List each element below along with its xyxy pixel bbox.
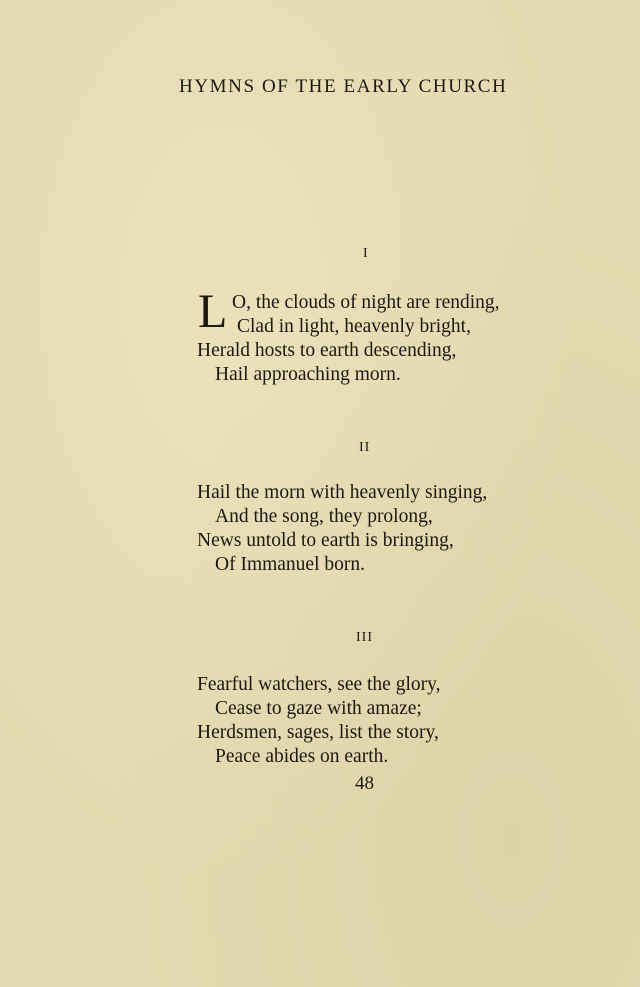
- stanza-1-rest: [197, 339, 456, 387]
- stanza-number-3: III: [356, 630, 373, 645]
- stanza-number-1: I: [363, 246, 369, 261]
- verse-line: Clad in light, heavenly bright,: [237, 316, 471, 337]
- drop-cap: L: [198, 285, 228, 338]
- verse-line: Hail approaching morn.: [215, 364, 401, 385]
- stanza-3: [197, 673, 440, 769]
- verse-line: Hail the morn with heavenly singing,: [197, 482, 488, 503]
- verse-line: And the song, they prolong,: [215, 506, 433, 527]
- verse-line: Cease to gaze with amaze;: [215, 698, 422, 719]
- verse-line: Peace abides on earth.: [215, 746, 389, 767]
- verse-line: O, the clouds of night are rending,: [232, 292, 500, 313]
- verse-line: Of Immanuel born.: [215, 554, 366, 575]
- stanza-number-2: II: [359, 440, 371, 455]
- verse-line: News untold to earth is bringing,: [197, 530, 454, 551]
- stanza-2: [197, 481, 487, 577]
- page-number: 48: [355, 773, 374, 794]
- verse-line: Herdsmen, sages, list the story,: [197, 722, 439, 743]
- running-head: HYMNS OF THE EARLY CHURCH: [179, 76, 508, 97]
- verse-line: Herald hosts to earth descending,: [197, 340, 457, 361]
- verse-line: Fearful watchers, see the glory,: [197, 674, 441, 695]
